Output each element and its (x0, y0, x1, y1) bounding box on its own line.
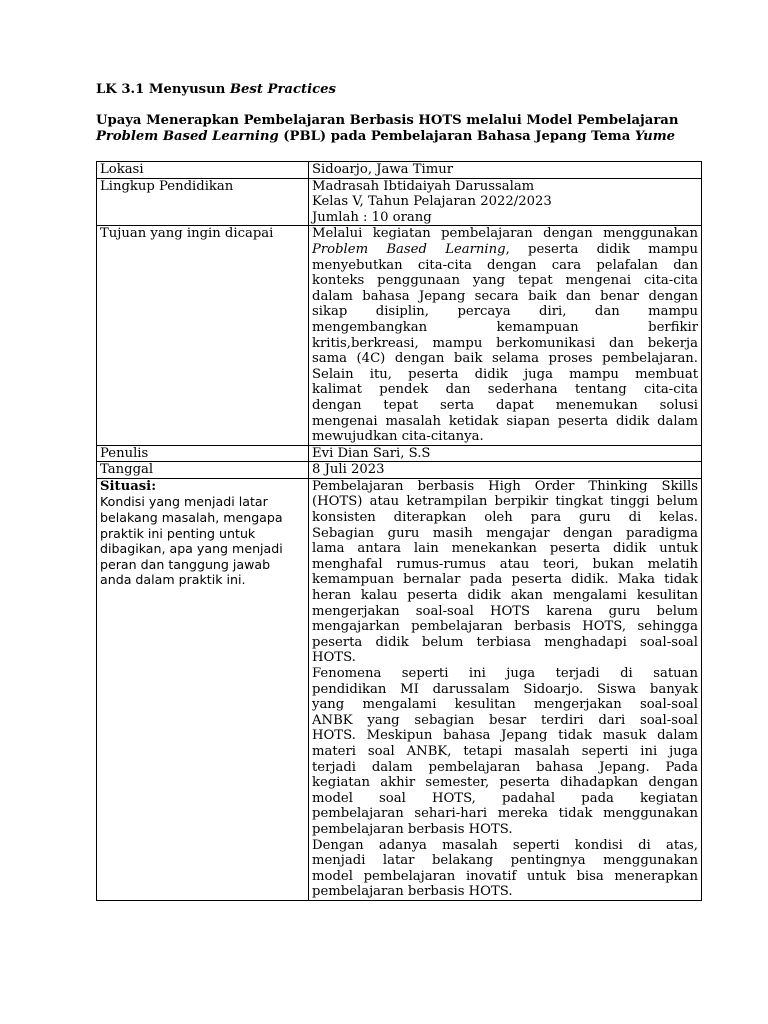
situasi-line: model pembelajaran inovatif untuk bisa menerapkan (312, 868, 698, 884)
situasi-line: Fenomena seperti ini juga terjadi di satuan (312, 666, 698, 681)
situasi-line: HOTS. Meskipun bahasa Jepang tidak masuk dalam (312, 728, 698, 744)
situasi-line: kegiatan akhir semester, peserta dihadapkan dengan (312, 775, 698, 791)
situasi-line: konsisten diterapkan oleh para guru di kelas. (312, 510, 698, 526)
table-row (97, 478, 702, 900)
situasi-line: Pembelajaran berbasis High Order Thinking Skills (312, 478, 698, 494)
table-row (97, 226, 702, 445)
table-row (97, 178, 702, 226)
worksheet-title-prefix: LK 3.1 Menyusun (96, 82, 230, 97)
tujuan-line: Selain itu, peserta didik juga mampu membuat (312, 366, 698, 382)
lingkup-value (309, 178, 702, 226)
situasi-line: heran kalau peserta didik akan mengalami kesulitan (312, 588, 698, 604)
tujuan-line: kritis,berkreasi, mampu berkomunikasi dan bekerja (312, 335, 698, 351)
tujuan-line: sikap disiplin, percaya diri, dan mampu (312, 304, 698, 320)
tujuan-line: dengan tepat serta dapat menemukan solusi (312, 397, 698, 413)
penulis-label: Penulis (97, 445, 309, 462)
situasi-line: menjadi latar belakang pentingnya menggunakan (312, 853, 698, 869)
tujuan-line (312, 242, 698, 258)
situasi-description-line: belakang masalah, mengapa (100, 510, 283, 526)
lingkup-line: Kelas V, Tahun Pelajaran 2022/2023 (312, 194, 552, 210)
situasi-line: pembelajaran sehari-hari mereka tidak menggunakan (312, 806, 698, 822)
lingkup-line: Madrasah Ibtidaiyah Darussalam (312, 178, 535, 194)
situasi-line: pendidikan MI darussalam Sidoarjo. Siswa banyak (312, 681, 698, 697)
tujuan-line: sama (4C) dengan baik selama proses pembelajaran. (312, 351, 698, 367)
table-row (97, 462, 702, 479)
penulis-value: Evi Dian Sari, S.S (309, 445, 702, 462)
lingkup-label: Lingkup Pendidikan (97, 178, 309, 226)
table-row (97, 162, 702, 179)
tujuan-value (309, 226, 702, 445)
situasi-description-line: peran dan tanggung jawab (100, 556, 271, 572)
tujuan-label: Tujuan yang ingin dicapai (97, 226, 309, 445)
tujuan-line: Melalui kegiatan pembelajaran dengan menggunakan (312, 226, 698, 242)
situasi-line: kemampuan bernalar pada peserta didik. Maka tidak (312, 572, 698, 588)
situasi-line: materi soal ANBK, tetapi masalah seperti ini juga (312, 743, 698, 759)
tujuan-line: mengembangkan kemampuan berfikir (312, 319, 698, 335)
situasi-line: yang mengalami kesulitan mengerjakan soal-soal (312, 697, 698, 713)
tujuan-line-2-rest: , peserta didik mampu (505, 241, 698, 257)
best-practice-table (96, 161, 702, 901)
tujuan-line: konteks penggunaan yang tepat mengenai cita-cita (312, 273, 698, 289)
table-row (97, 445, 702, 462)
situasi-line: menghafal rumus-rumus atau teori, bukan melatih (312, 556, 698, 572)
situasi-line: peserta didik belum terbiasa menghadapi soal-soal (312, 634, 698, 650)
situasi-description-line: dibagikan, apa yang menjadi (100, 541, 283, 557)
heading-line-2-text: (PBL) pada Pembelajaran Bahasa Jepang Tema (278, 128, 635, 144)
tujuan-line: kalimat pendek dan sederhana tentang cita-cita (312, 382, 698, 398)
worksheet-title (96, 82, 336, 98)
tanggal-label: Tanggal (97, 462, 309, 479)
situasi-line: Sebagian guru masih mengajar dengan paradigma (312, 525, 698, 541)
lingkup-line: Jumlah : 10 orang (312, 209, 432, 225)
situasi-label (97, 478, 309, 900)
situasi-value (309, 478, 702, 900)
heading-theme-italic: Yume (634, 128, 676, 144)
tujuan-line: mewujudkan cita-citanya. (312, 429, 484, 445)
situasi-line: pembelajaran berbasis HOTS. (312, 821, 513, 837)
situasi-line: mengerjakan soal-soal HOTS karena guru belum (312, 603, 698, 619)
document-heading (96, 113, 716, 144)
situasi-line: lama antara lain menekankan peserta didik untuk (312, 541, 698, 557)
heading-line-2 (96, 129, 716, 145)
lokasi-label: Lokasi (97, 162, 309, 179)
tujuan-line: menyebutkan cita-cita dengan cara pelafalan dan (312, 257, 698, 273)
worksheet-title-italic: Best Practices (229, 82, 336, 97)
situasi-line: Dengan adanya masalah seperti kondisi di atas, (312, 837, 698, 853)
situasi-line: (HOTS) atau ketrampilan berpikir tingkat tinggi belum (312, 494, 698, 510)
tujuan-pbl-italic: Problem Based Learning (312, 241, 506, 257)
situasi-line: ANBK yang sebagian besar terdiri dari soal-soal (312, 712, 698, 728)
situasi-line: mengajarkan pembelajaran berbasis HOTS, sehingga (312, 619, 698, 635)
situasi-description-line: anda dalam praktik ini. (100, 572, 246, 588)
situasi-line: terjadi dalam pembelajaran bahasa Jepang. Pada (312, 759, 698, 775)
tujuan-line: mengenai masalah ketidak siapan peserta didik dalam (312, 413, 698, 429)
situasi-line: pembelajaran berbasis HOTS. (312, 884, 513, 900)
situasi-line: model soal HOTS, padahal pada kegiatan (312, 790, 698, 806)
tanggal-value: 8 Juli 2023 (309, 462, 702, 479)
situasi-description-line: Kondisi yang menjadi latar (100, 494, 268, 510)
heading-pbl-italic: Problem Based Learning (96, 128, 279, 144)
tujuan-line: dalam bahasa Jepang secara baik dan benar dengan (312, 288, 698, 304)
situasi-line: HOTS. (312, 650, 356, 666)
heading-line-1: Upaya Menerapkan Pembelajaran Berbasis HOTS melalui Model Pembelajaran (96, 113, 679, 128)
situasi-description-line: praktik ini penting untuk (100, 525, 256, 541)
lokasi-value: Sidoarjo, Jawa Timur (309, 162, 702, 179)
situasi-heading: Situasi: (100, 478, 157, 494)
